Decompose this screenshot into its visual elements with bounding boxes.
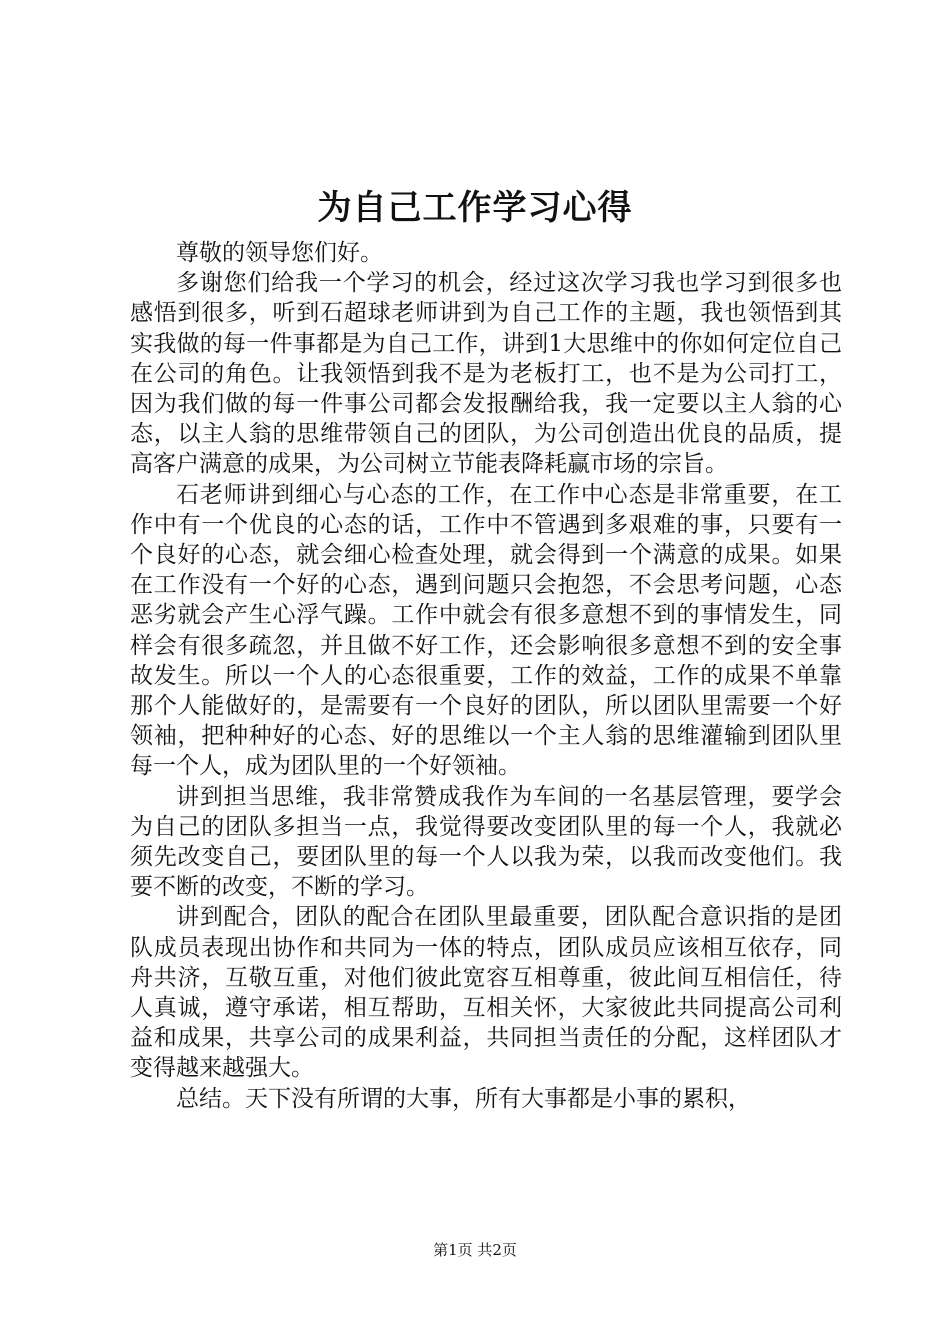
paragraph-thanks: 多谢您们给我一个学习的机会，经过这次学习我也学习到很多也感悟到很多，听到石超球老师讲到为自己工作的主题，我也领悟到其实我做的每一件事都是为自己工作，讲到1大思维中的你如何定位自己在公司的角色。让我领悟到我不是为老板打工，也不是为公司打工，因为我们做的每一件事公司都会发报酬给我，我一定要以主人翁的心态，以主人翁的思维带领自己的团队，为公司创造出优良的品质，提高客户满意的成果，为公司树立节能表降耗赢市场的宗旨。 xyxy=(130,270,842,478)
paragraph-responsibility: 讲到担当思维，我非常赞成我作为车间的一名基层管理，要学会为自己的团队多担当一点，我觉得要改变团队里的每一个人，我就必须先改变自己，要团队里的每一个人以我为荣，以我而改变他们。我要不断的改变，不断的学习。 xyxy=(130,783,842,901)
document-title: 为自己工作学习心得 xyxy=(317,188,633,228)
paragraph-greeting: 尊敬的领导您们好。 xyxy=(176,240,383,266)
page-number: 第1页 共2页 xyxy=(433,1241,517,1259)
paragraph-teamwork: 讲到配合，团队的配合在团队里最重要，团队配合意识指的是团队成员表现出协作和共同为一体的特点，团队成员应该相互依存，同舟共济，互敬互重，对他们彼此宽容互相尊重，彼此间互相信任，待人真诚，遵守承诺，相互帮助，互相关怀，大家彼此共同提高公司利益和成果，共享公司的成果利益，共同担当责任的分配，这样团队才变得越来越强大。 xyxy=(130,904,842,1082)
paragraph-mindset: 石老师讲到细心与心态的工作，在工作中心态是非常重要，在工作中有一个优良的心态的话，工作中不管遇到多艰难的事，只要有一个良好的心态，就会细心检查处理，就会得到一个满意的成果。如果在工作没有一个好的心态，遇到问题只会抱怨，不会思考问题，心态恶劣就会产生心浮气躁。工作中就会有很多意想不到的事情发生，同样会有很多疏忽，并且做不好工作，还会影响很多意想不到的安全事故发生。所以一个人的心态很重要，工作的效益，工作的成果不单靠那个人能做好的，是需要有一个良好的团队，所以团队里需要一个好领袖，把种种好的心态、好的思维以一个主人翁的思维灌输到团队里每一个人，成为团队里的一个好领袖。 xyxy=(130,481,842,780)
paragraph-summary: 总结。天下没有所谓的大事，所有大事都是小事的累积， xyxy=(176,1085,751,1112)
document-body xyxy=(130,238,842,1114)
